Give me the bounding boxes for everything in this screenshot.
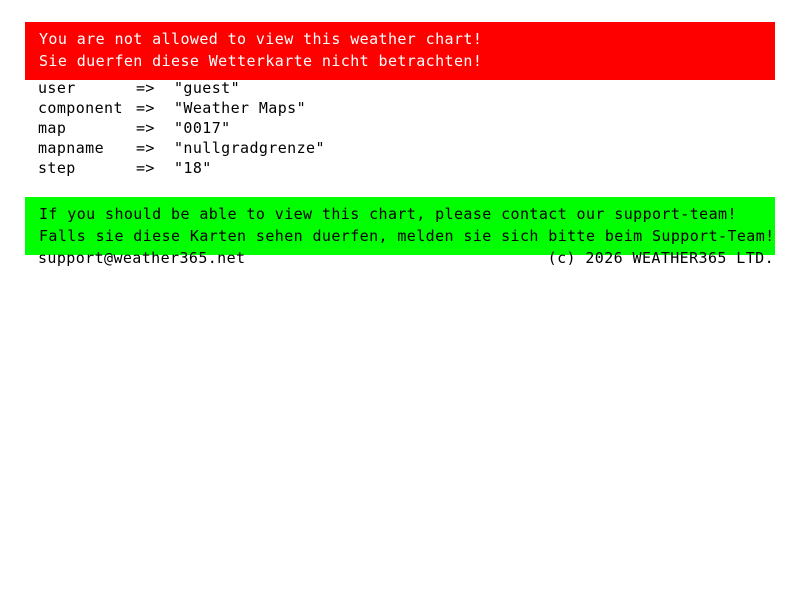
error-banner-line-de: Sie duerfen diese Wetterkarte nicht betrachten!: [39, 52, 483, 70]
parameter-row-map: [38, 118, 325, 138]
error-banner: [25, 22, 775, 80]
parameter-key: user: [38, 79, 76, 97]
parameter-arrow: =>: [136, 159, 155, 177]
parameter-row-step: [38, 158, 325, 178]
parameter-arrow: =>: [136, 119, 155, 137]
support-email[interactable]: support@weather365.net: [38, 249, 246, 267]
parameter-arrow: =>: [136, 99, 155, 117]
parameter-key: component: [38, 99, 123, 117]
info-banner-line-de: Falls sie diese Karten sehen duerfen, melden sie sich bitte beim Support-Team!: [39, 227, 775, 245]
parameter-value: "0017": [174, 119, 231, 137]
info-banner: [25, 197, 775, 255]
parameter-key: mapname: [38, 139, 105, 157]
parameter-key: step: [38, 159, 76, 177]
parameter-value: "Weather Maps": [174, 99, 307, 117]
parameter-row-component: [38, 98, 325, 118]
parameter-row-user: [38, 78, 325, 98]
parameter-list: [38, 78, 325, 178]
parameter-row-mapname: [38, 138, 325, 158]
parameter-key: map: [38, 119, 67, 137]
parameter-value: "18": [174, 159, 212, 177]
parameter-value: "nullgradgrenze": [174, 139, 325, 157]
copyright-text: (c) 2026 WEATHER365 LTD.: [547, 249, 774, 267]
footer: [38, 249, 774, 267]
parameter-value: "guest": [174, 79, 241, 97]
parameter-arrow: =>: [136, 139, 155, 157]
info-banner-line-en: If you should be able to view this chart, please contact our support-team!: [39, 205, 737, 223]
parameter-arrow: =>: [136, 79, 155, 97]
error-banner-line-en: You are not allowed to view this weather chart!: [39, 30, 483, 48]
